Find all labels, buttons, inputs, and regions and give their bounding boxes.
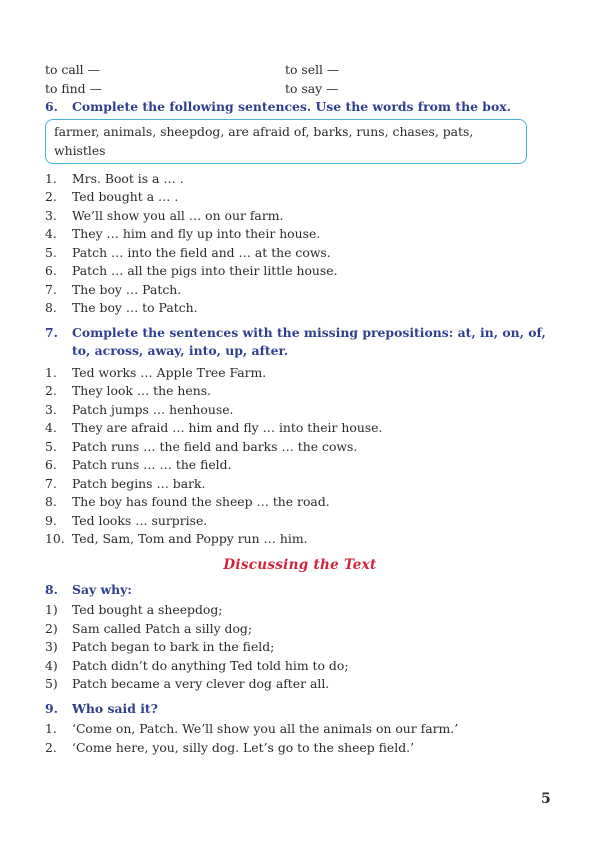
item-number: 7. [45, 475, 57, 491]
vocab-row [45, 61, 555, 80]
item-text: Mrs. Boot is a … . [72, 170, 184, 186]
exercise-number: 9. [45, 700, 58, 716]
exercise-8-list [45, 601, 555, 694]
item-text: Patch … into the field and … at the cows. [72, 244, 331, 260]
item-text: The boy has found the sheep … the road. [72, 494, 330, 509]
vocab-word: to say — [285, 80, 339, 96]
list-item [45, 456, 555, 475]
item-text: Patch runs … … the field. [72, 457, 232, 472]
exercise-number: 7. [45, 324, 58, 340]
item-text: Ted looks … surprise. [72, 512, 208, 528]
list-item [45, 207, 555, 226]
exercise-number: 6. [45, 99, 58, 114]
word-box: farmer, animals, sheepdog, are afraid of, barks, runs, chases, pats, whistles [45, 119, 527, 164]
vocab-word: to sell — [285, 62, 340, 77]
item-number: 4) [45, 657, 58, 673]
item-number: 1. [45, 364, 57, 380]
exercise-number: 8. [45, 581, 58, 597]
item-text: Ted, Sam, Tom and Poppy run … him. [72, 531, 308, 546]
item-text: Patch jumps … henhouse. [72, 401, 234, 417]
item-text: ‘Come on, Patch. We’ll show you all the animals on our farm.’ [72, 721, 459, 736]
item-text: They look … the hens. [72, 383, 211, 398]
list-item [45, 638, 555, 657]
item-number: 3. [45, 207, 57, 223]
item-text: Patch didn’t do anything Ted told him to do; [72, 657, 349, 673]
item-number: 5) [45, 676, 58, 691]
exercise-9-heading [45, 700, 555, 719]
list-item [45, 620, 555, 639]
item-number: 1. [45, 721, 57, 736]
list-item [45, 739, 555, 758]
list-item [45, 244, 555, 263]
exercise-7-heading [45, 324, 555, 361]
item-number: 3. [45, 401, 57, 417]
page-number: 5 [541, 791, 551, 807]
item-text: Patch became a very clever dog after all. [72, 676, 330, 691]
item-number: 5. [45, 244, 57, 260]
list-item [45, 262, 555, 281]
item-text: We’ll show you all … on our farm. [72, 207, 284, 223]
list-item [45, 601, 555, 620]
list-item [45, 438, 555, 457]
item-text: Patch … all the pigs into their little house. [72, 263, 338, 278]
list-item [45, 281, 555, 300]
item-text: Ted bought a … . [72, 189, 179, 204]
exercise-7-list [45, 364, 555, 549]
item-number: 8. [45, 300, 57, 315]
item-text: Patch runs … the field and barks … the cows. [72, 438, 358, 454]
exercise-title: Complete the following sentences. Use the words from the box. [72, 99, 511, 114]
item-number: 8. [45, 494, 57, 509]
item-number: 6. [45, 263, 57, 278]
section-title: Discussing the Text [223, 556, 377, 573]
item-text: The boy … Patch. [72, 281, 182, 297]
list-item [45, 475, 555, 494]
list-item [45, 170, 555, 189]
list-item [45, 657, 555, 676]
item-number: 2. [45, 189, 57, 204]
item-number: 6. [45, 457, 57, 472]
item-number: 7. [45, 281, 57, 297]
item-number: 2. [45, 383, 57, 398]
list-item [45, 419, 555, 438]
page [45, 61, 555, 757]
vocab-word: to find — [45, 80, 102, 96]
item-number: 2) [45, 620, 58, 636]
list-item [45, 512, 555, 531]
vocab-word: to call — [45, 62, 100, 77]
list-item [45, 720, 555, 739]
list-item [45, 382, 555, 401]
list-item [45, 364, 555, 383]
item-number: 3) [45, 639, 58, 654]
vocab-row [45, 80, 555, 99]
item-text: Ted works … Apple Tree Farm. [72, 364, 267, 380]
list-item [45, 225, 555, 244]
item-number: 1) [45, 602, 58, 617]
item-number: 10. [45, 531, 65, 546]
item-number: 4. [45, 420, 57, 435]
item-text: Patch begins … bark. [72, 475, 206, 491]
list-item [45, 188, 555, 207]
item-text: ‘Come here, you, silly dog. Let’s go to the sheep field.’ [72, 739, 415, 755]
exercise-9-list [45, 720, 555, 757]
item-number: 1. [45, 170, 57, 186]
item-text: The boy … to Patch. [72, 300, 198, 315]
exercise-title: Complete the sentences with the missing prepositions: at, in, on, of, to, across, away, into, up, after. [72, 324, 546, 358]
item-number: 4. [45, 226, 57, 241]
exercise-6-list [45, 170, 555, 318]
exercise-title: Who said it? [72, 700, 158, 716]
exercise-8-heading [45, 581, 555, 600]
item-text: Ted bought a sheepdog; [72, 602, 223, 617]
item-text: Patch began to bark in the field; [72, 639, 275, 654]
list-item [45, 493, 555, 512]
list-item [45, 299, 555, 318]
item-text: They are afraid … him and fly … into their house. [72, 420, 383, 435]
item-number: 9. [45, 512, 57, 528]
item-number: 2. [45, 739, 57, 755]
list-item [45, 401, 555, 420]
item-text: They … him and fly up into their house. [72, 226, 321, 241]
list-item [45, 675, 555, 694]
list-item [45, 530, 555, 549]
item-number: 5. [45, 438, 57, 454]
item-text: Sam called Patch a silly dog; [72, 620, 253, 636]
exercise-6-heading [45, 98, 555, 117]
exercise-title: Say why: [72, 581, 132, 597]
